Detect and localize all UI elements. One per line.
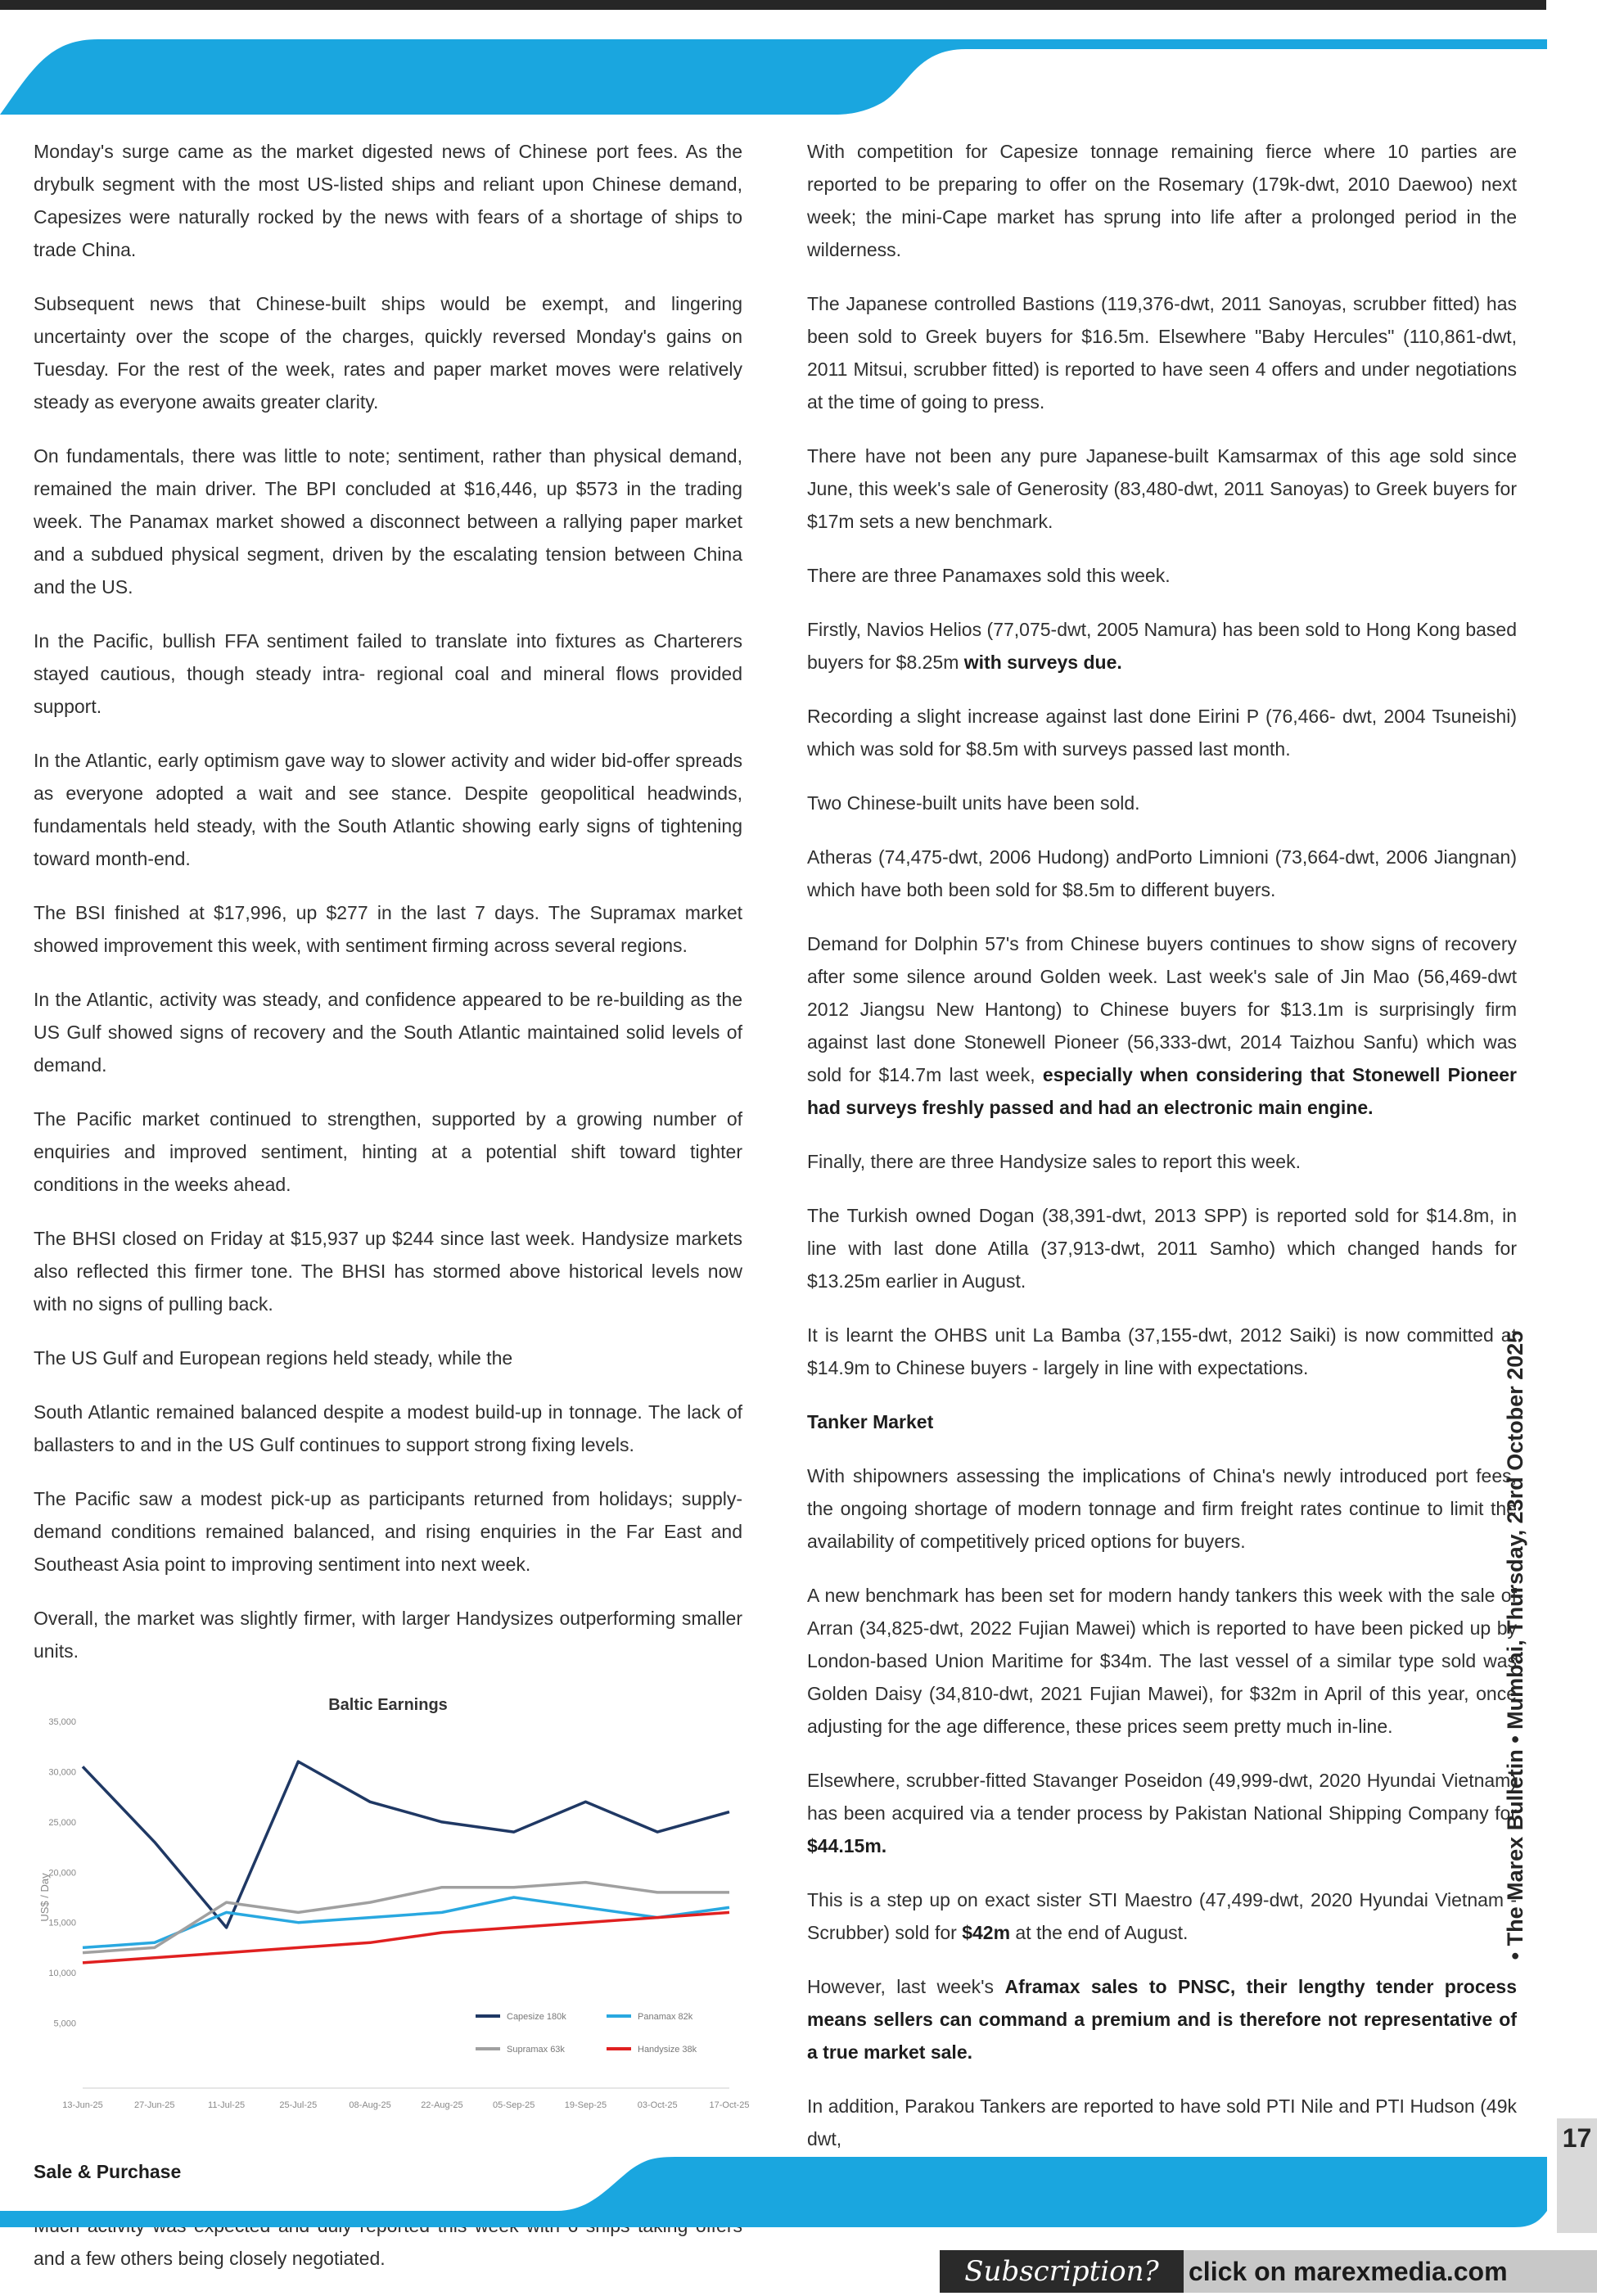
paragraph: South Atlantic remained balanced despite a modest build-up in tonnage. The lack of ballasters to and in the US Gulf continues to support strong fixing levels. — [34, 1401, 742, 1455]
paragraph: In the Atlantic, activity was steady, and confidence appeared to be re-building as the US Gulf showed signs of recovery and the South Atlantic maintained solid levels of demand. — [34, 989, 742, 1076]
text-run: However, last week's — [807, 1976, 1005, 1997]
x-tick-label: 25-Jul-25 — [279, 2100, 318, 2110]
page-number-box — [1557, 2118, 1597, 2233]
series-line-handysize-38k — [83, 1912, 729, 1963]
bold-run: Aframax sales to PNSC, their lengthy tender process means sellers can command a premium and is therefore not representative of a true market sale. — [807, 1976, 1518, 2063]
x-tick-label: 11-Jul-25 — [208, 2100, 246, 2110]
paragraph: In the Atlantic, early optimism gave way to slower activity and wider bid-offer spreads as everyone adopted a wait and see stance. Despite geopolitical headwinds, fundamentals held steady, with the South Atlantic showing early signs of tightening toward month-end. — [34, 750, 742, 869]
series-line-capesize-180k — [83, 1761, 729, 1928]
x-tick-label: 17-Oct-25 — [709, 2100, 750, 2110]
paragraph: There have not been any pure Japanese-built Kamsarmax of this age sold since June, this week's sale of Generosity (83,480-dwt, 2011 Sanoyas) to Greek buyers for $17m sets a new benchmark. — [807, 445, 1517, 532]
bold-run: $42m — [962, 1922, 1011, 1943]
y-tick-label: 35,000 — [48, 1717, 76, 1727]
x-tick-label: 19-Sep-25 — [564, 2100, 607, 2110]
y-tick-label: 20,000 — [48, 1868, 76, 1879]
legend-entry: Handysize 38k — [638, 2045, 697, 2055]
paragraph: Two Chinese-built units have been sold. — [807, 792, 1140, 814]
x-tick-label: 27-Jun-25 — [134, 2100, 175, 2110]
y-tick-label: 5,000 — [53, 2019, 76, 2029]
x-tick-label: 03-Oct-25 — [637, 2100, 678, 2110]
paragraph: The Pacific market continued to strengthen, supported by a growing number of enquiries and improved sentiment, hinting at a potential shift toward tighter conditions in the weeks ahead. — [34, 1108, 742, 1195]
text-run: This is a step up on exact sister STI Maestro (47,499-dwt, 2020 Hyundai Vietnam - Scrubber) sold for — [807, 1889, 1517, 1943]
bold-run: with surveys due. — [963, 652, 1122, 673]
header-wave-banner — [0, 36, 1547, 115]
text-run: at the end of August. — [1010, 1922, 1189, 1943]
paragraph — [807, 1883, 1517, 1949]
top-dark-bar — [0, 0, 1546, 10]
left-column — [34, 135, 750, 2296]
chart-title: Baltic Earnings — [328, 1696, 448, 1714]
legend-entry: Supramax 63k — [507, 2045, 565, 2055]
x-tick-label: 08-Aug-25 — [349, 2100, 391, 2110]
y-tick-label: 10,000 — [48, 1969, 76, 1979]
baltic-earnings-chart — [34, 1689, 750, 2131]
paragraph — [807, 613, 1517, 679]
paragraph: Monday's surge came as the market digested news of Chinese port fees. As the drybulk segment with the most US-listed ships and reliant upon Chinese demand, Capesizes were naturally rocked by the news with fears of a shortage of ships to trade China. — [34, 141, 742, 260]
paragraph: Recording a slight increase against last done Eirini P (76,466- dwt, 2004 Tsuneishi) which was sold for $8.5m with surveys passed last month. — [807, 706, 1517, 760]
section-heading-sale-purchase: Sale & Purchase — [34, 2161, 182, 2182]
paragraph: The BSI finished at $17,996, up $277 in the last 7 days. The Supramax market showed improvement this week, with sentiment firming across several regions. — [34, 902, 742, 956]
paragraph — [807, 1970, 1517, 2068]
footer-wave-banner — [0, 2157, 1547, 2231]
paragraph: The BHSI closed on Friday at $15,937 up $244 since last week. Handysize markets also reflected this firmer tone. The BHSI has stormed above historical levels now with no signs of pulling back. — [34, 1228, 742, 1315]
y-tick-label: 30,000 — [48, 1767, 76, 1778]
y-tick-label: 25,000 — [48, 1817, 76, 1828]
side-banner-text: • The Marex Bulletin • Mumbai, Thursday, 23rd October 2025 — [1503, 1330, 1527, 1960]
paragraph: The Pacific saw a modest pick-up as participants returned from holidays; supply-demand conditions remained balanced, and rising enquiries in the Far East and Southeast Asia point to improving sentiment into next week. — [34, 1488, 742, 1575]
page-number: 17 — [1562, 2123, 1592, 2153]
legend-entry: Panamax 82k — [638, 2012, 693, 2022]
paragraph: There are three Panamaxes sold this week. — [807, 565, 1171, 586]
y-tick-label: 15,000 — [48, 1918, 76, 1928]
paragraph: Finally, there are three Handysize sales to report this week. — [807, 1151, 1301, 1172]
y-axis-label: US$ / Day — [38, 1873, 51, 1922]
bold-run: especially when considering that Stonewell Pioneer had surveys freshly passed and had an electronic main engine. — [807, 1064, 1517, 1118]
paragraph — [807, 1764, 1517, 1862]
text-run: Demand for Dolphin 57's from Chinese buyers continues to show signs of recovery after some silence around Golden week. Last week's sale of Jin Mao (56,469-dwt 2012 Jiangsu New Hantong) to Chinese buyers for $13.1m is surprisingly firm against last done Stonewell Pioneer (56,333-dwt, 2014 Taizhou Sanfu) which was sold for $14.7m last week, — [807, 933, 1517, 1085]
subscription-label: Subscription? — [940, 2250, 1184, 2293]
right-column — [807, 135, 1517, 2176]
x-tick-label: 22-Aug-25 — [421, 2100, 463, 2110]
text-run: Elsewhere, scrubber-fitted Stavanger Poseidon (49,999-dwt, 2020 Hyundai Vietnam) has been acquired via a tender process by Pakistan National Shipping Company for — [807, 1770, 1517, 1824]
paragraph: With competition for Capesize tonnage remaining fierce where 10 parties are reported to be preparing to offer on the Rosemary (179k-dwt, 2010 Daewoo) next week; the mini-Cape market has sprung into life after a prolonged period in the wilderness. — [807, 141, 1517, 260]
subscription-link[interactable]: click on marexmedia.com — [1184, 2250, 1597, 2293]
paragraph: The US Gulf and European regions held steady, while the — [34, 1347, 513, 1369]
paragraph: Subsequent news that Chinese-built ships would be exempt, and lingering uncertainty over the scope of the charges, quickly reversed Monday's gains on Tuesday. For the rest of the week, rates and paper market moves were relatively steady as everyone awaits greater clarity. — [34, 293, 742, 413]
paragraph: With shipowners assessing the implications of China's newly introduced port fees, the ongoing shortage of modern tonnage and firm freight rates continue to limit the availability of competitively priced options for buyers. — [807, 1465, 1517, 1552]
x-tick-label: 13-Jun-25 — [62, 2100, 103, 2110]
paragraph: On fundamentals, there was little to note; sentiment, rather than physical demand, remained the main driver. The BPI concluded at $16,446, up $573 in the trading week. The Panamax market showed a disconnect between a rallying paper market and a subdued physical segment, driven by the escalating tension between China and the US. — [34, 445, 742, 598]
paragraph: The Japanese controlled Bastions (119,376-dwt, 2011 Sanoyas, scrubber fitted) has been sold to Greek buyers for $16.5m. Elsewhere "Baby Hercules" (110,861-dwt, 2011 Mitsui, scrubber fitted) is reported to have seen 4 offers and under negotiations at the time of going to press. — [807, 293, 1517, 413]
paragraph: In addition, Parakou Tankers are reported to have sold PTI Nile and PTI Hudson (49k dwt, — [807, 2095, 1517, 2149]
paragraph: Atheras (74,475-dwt, 2006 Hudong) andPorto Limnioni (73,664-dwt, 2006 Jiangnan) which have both been sold for $8.5m to different buyers. — [807, 846, 1517, 900]
paragraph: The Turkish owned Dogan (38,391-dwt, 2013 SPP) is reported sold for $14.8m, in line with last done Atilla (37,913-dwt, 2011 Samho) which changed hands for $13.25m earlier in August. — [807, 1205, 1517, 1292]
section-heading-tanker-market: Tanker Market — [807, 1411, 934, 1432]
bold-run: $44.15m. — [807, 1835, 887, 1856]
series-line-panamax-82k — [83, 1897, 729, 1947]
paragraph: In the Pacific, bullish FFA sentiment failed to translate into fixtures as Charterers stayed cautious, though steady intra- regional coal and mineral flows provided support. — [34, 630, 742, 717]
series-line-supramax-63k — [83, 1883, 729, 1953]
paragraph: and a few others being closely negotiated. — [34, 2248, 386, 2269]
x-tick-label: 05-Sep-25 — [492, 2100, 535, 2110]
paragraph: Overall, the market was slightly firmer, with larger Handysizes outperforming smaller units. — [34, 1608, 742, 1662]
text-run: Firstly, Navios Helios (77,075-dwt, 2005 Namura) has been sold to Hong Kong based buyers for $8.25m — [807, 619, 1517, 673]
legend-entry: Capesize 180k — [507, 2012, 566, 2022]
chart-svg — [34, 1689, 750, 2131]
paragraph: It is learnt the OHBS unit La Bamba (37,155-dwt, 2012 Saiki) is now committed at $14.9m to Chinese buyers - largely in line with expectations. — [807, 1324, 1517, 1378]
paragraph — [807, 927, 1517, 1124]
paragraph: A new benchmark has been set for modern handy tankers this week with the sale of Arran (34,825-dwt, 2022 Fujian Mawei) which is reported to have been picked up by London-based Union Maritime for $34m. The last vessel of a similar type sold was Golden Daisy (34,810-dwt, 2021 Fujian Mawei), for $32m in April of this year, once adjusting for the age difference, these prices seem pretty much in-line. — [807, 1585, 1517, 1737]
